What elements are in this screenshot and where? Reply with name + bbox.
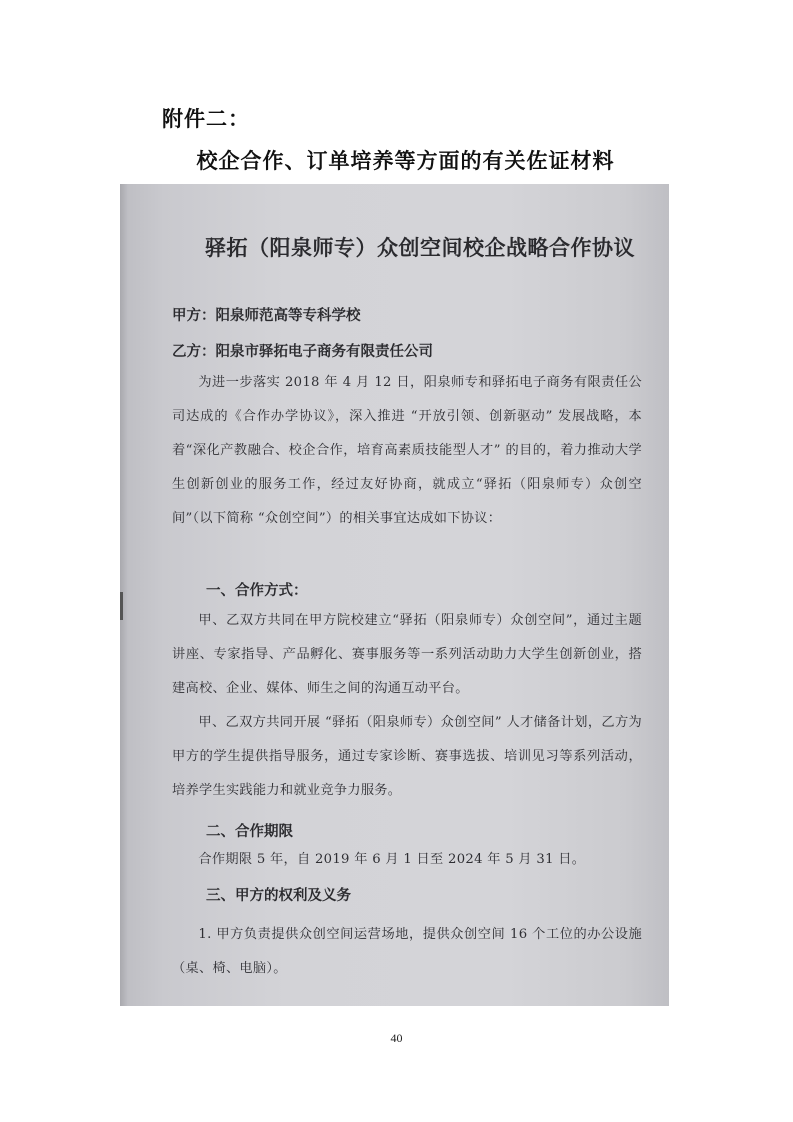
document-title: 校企合作、订单培养等方面的有关佐证材料 [196,149,615,173]
section-heading: 一、合作方式： [206,583,308,599]
page-number: 40 [390,1031,403,1045]
binding-mark [120,592,123,620]
party-b: 乙方：阳泉市驿拓电子商务有限责任公司 [172,344,433,360]
section-heading: 三、甲方的权利及义务 [206,888,351,904]
scanned-agreement-photo [120,184,669,1006]
section3-item: 1. 甲方负责提供众创空间运营场地，提供众创空间 16 个工位的办公设施（桌、椅、电脑）。 [172,927,642,976]
section-heading: 二、合作期限 [206,824,293,840]
section1-paragraph: 甲、乙双方共同在甲方院校建立“驿拓（阳泉师专）众创空间”，通过主题讲座、专家指导、产品孵化、赛事服务等一系列活动助力大学生创新创业，搭建高校、企业、媒体、师生之间的沟通互动平台。 [172,613,642,696]
intro-paragraph: 为进一步落实 2018 年 4 月 12 日，阳泉师专和驿拓电子商务有限责任公司达成的《合作办学协议》，深入推进 “开放引领、创新驱动” 发展战略，本着“深化产教融合、校企合作，培育高素质技能型人才” 的目的，着力推动大学生创新创业的服务工作，经过友好协商，就成立“驿拓（阳泉师专）众创空间”（以下简称 “众创空间”）的相关事宜达成如下协议： [172,375,642,526]
party-a: 甲方：阳泉师范高等专科学校 [172,308,361,324]
attachment-label: 附件二： [162,107,250,131]
section2-paragraph: 合作期限 5 年，自 2019 年 6 月 1 日至 2024 年 5 月 31 日。 [198,852,586,867]
section1-paragraph: 甲、乙双方共同开展 “驿拓（阳泉师专）众创空间” 人才储备计划，乙方为甲方的学生提供指导服务，通过专家诊断、赛事选拔、培训见习等系列活动，培养学生实践能力和就业竞争力服务。 [172,715,642,798]
agreement-title: 驿拓（阳泉师专）众创空间校企战略合作协议 [205,235,635,260]
